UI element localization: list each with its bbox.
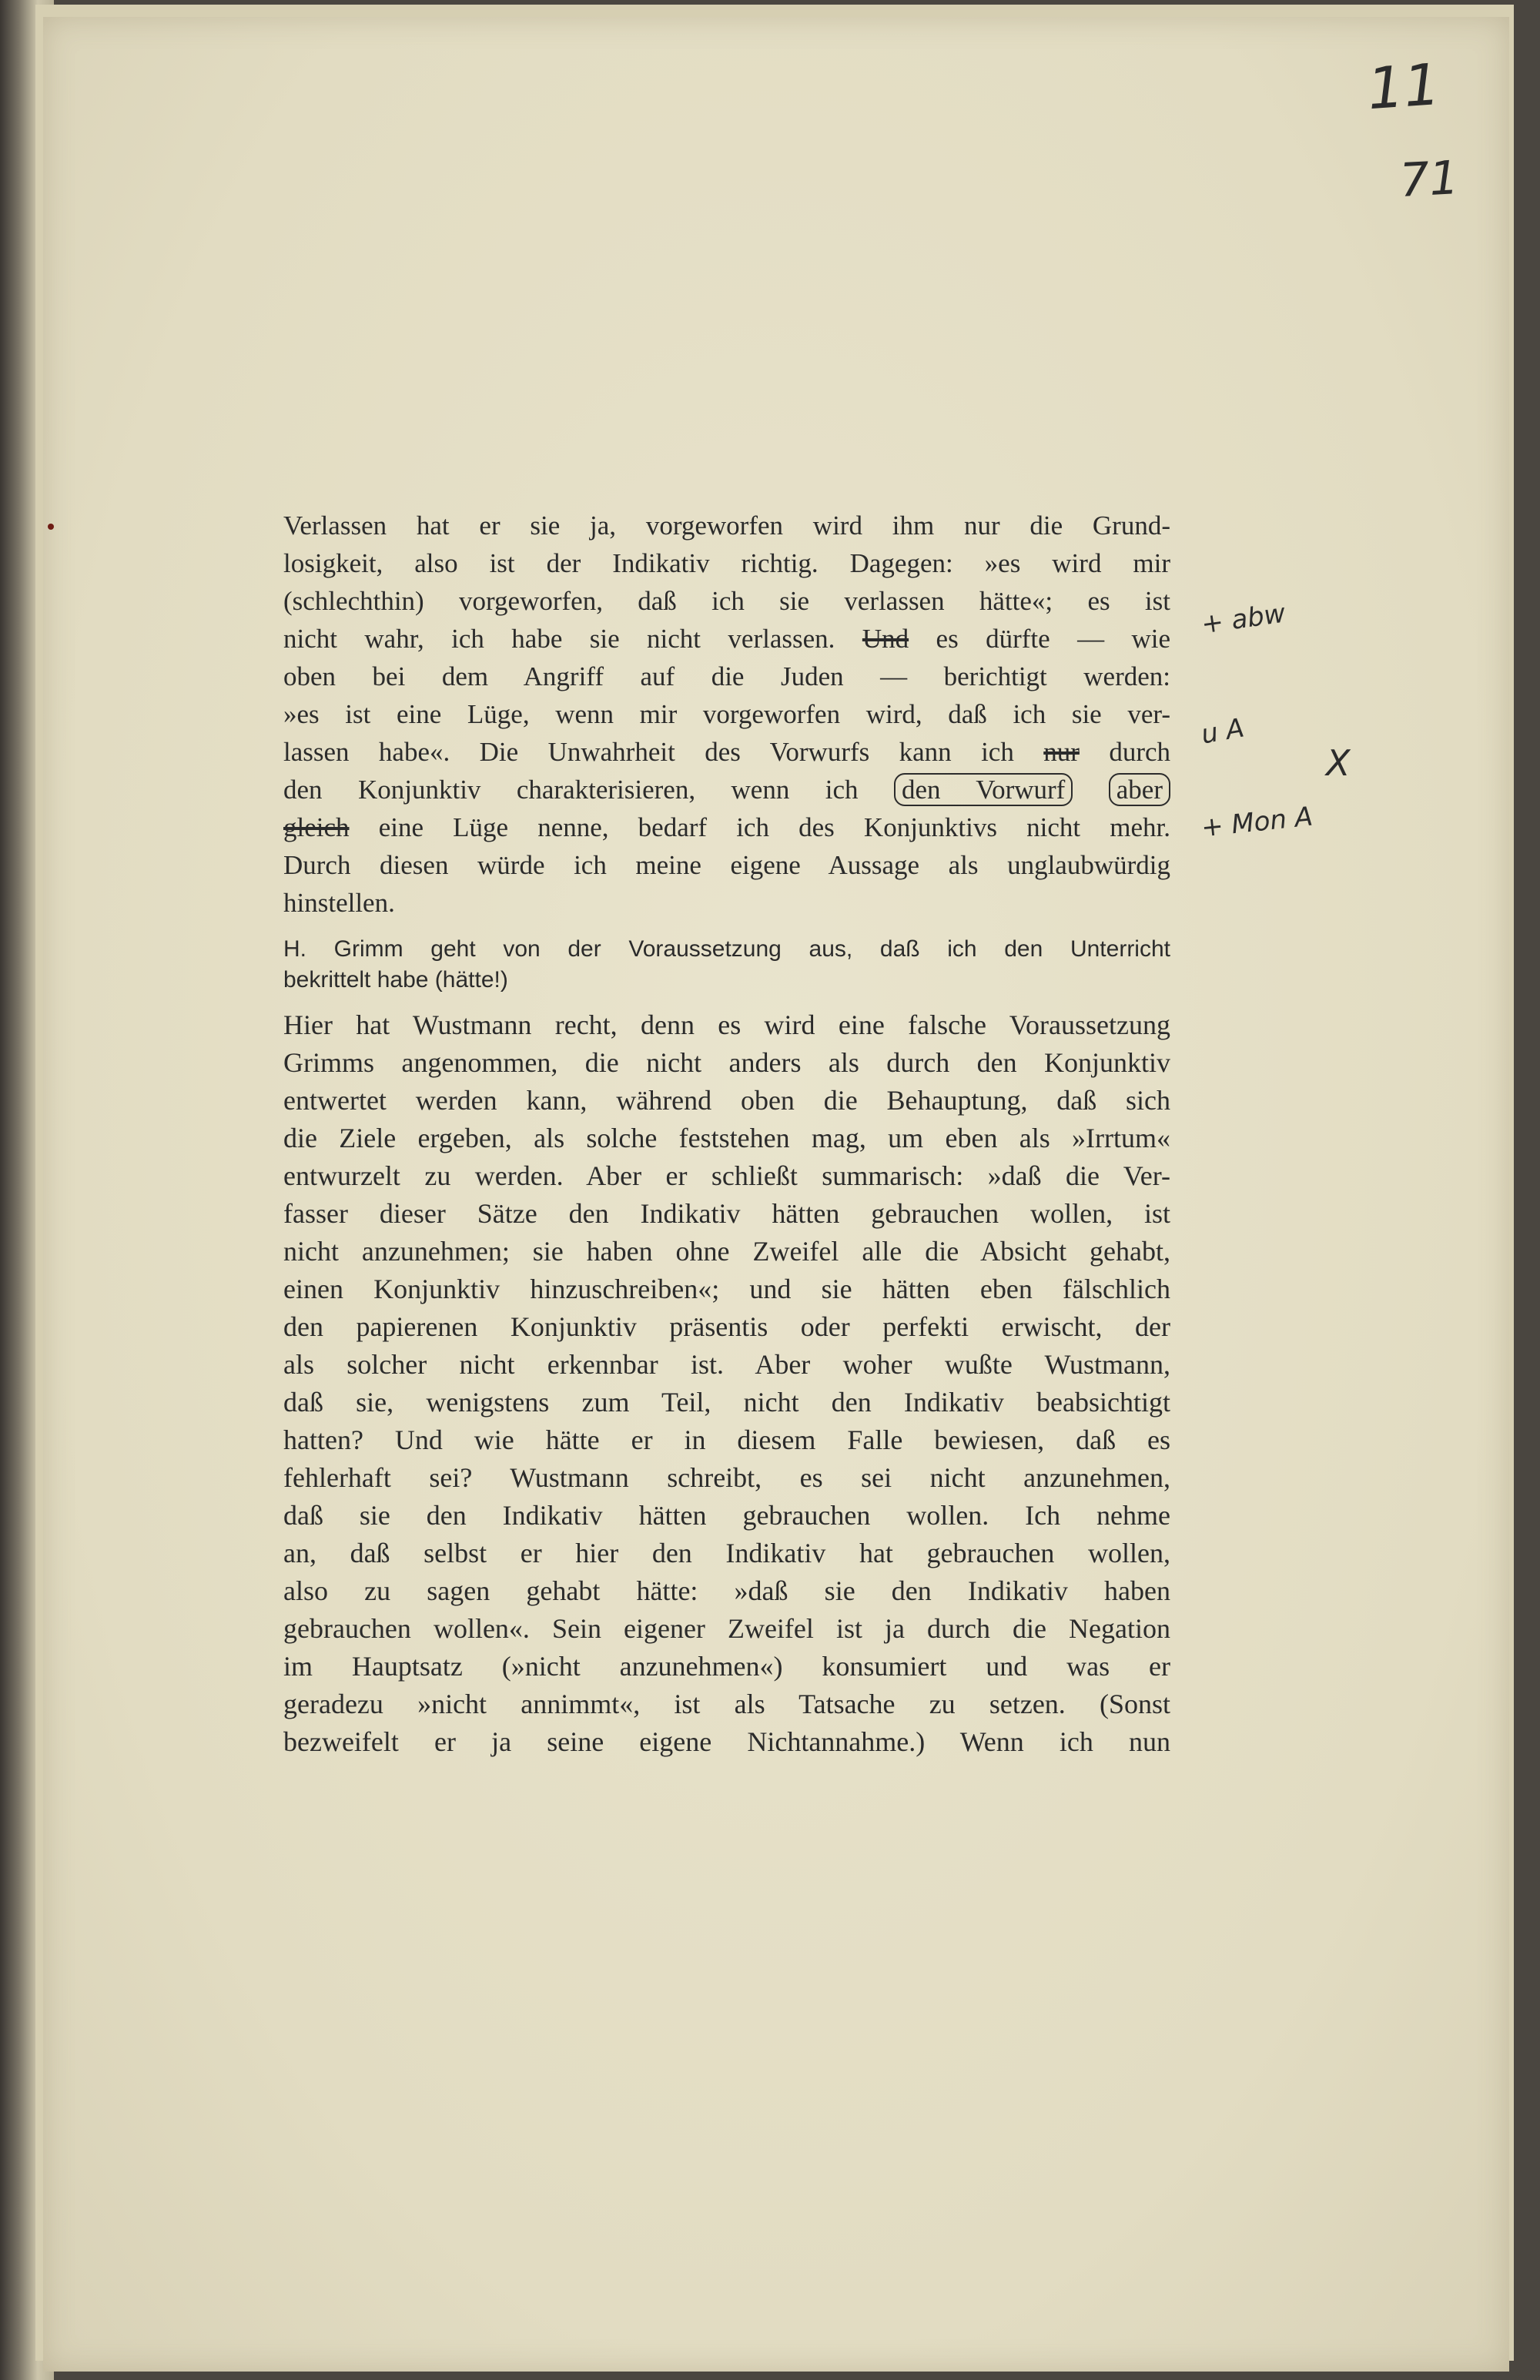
text-line: entwurzelt zu werden. Aber er schließt summarisch: »daß die Ver- [283,1160,1170,1191]
text-line: fehlerhaft sei? Wustmann schreibt, es sei nicht anzunehmen, [283,1462,1170,1493]
text-line: daß sie den Indikativ hätten gebrauchen wollen. Ich nehme [283,1500,1170,1531]
margin-note-2: u A [1198,712,1247,751]
text-line: im Hauptsatz (»nicht anzunehmen«) konsumiert und was er [283,1651,1170,1682]
text-line: hinstellen. [283,888,395,918]
text-line: H. Grimm geht von der Voraussetzung aus, daß ich den Unterricht [283,936,1170,962]
text-line: gebrauchen wollen«. Sein eigener Zweifel ist ja durch die Negation [283,1613,1170,1644]
text-line: Verlassen hat er sie ja, vorgeworfen wird ihm nur die Grund- [283,510,1170,541]
margin-note-1: + abw [1199,598,1287,641]
text-line: Hier hat Wustmann recht, denn es wird eine falsche Voraussetzung [283,1009,1170,1040]
text-line: Grimms angenommen, die nicht anders als durch den Konjunktiv [283,1047,1170,1078]
text-line: einen Konjunktiv hinzuschreiben«; und sie hätten eben fälschlich [283,1274,1170,1304]
paragraph-2-quote [283,934,1170,996]
text-line: also zu sagen gehabt hätte: »daß sie den Indikativ haben [283,1575,1170,1606]
page-number: 71 [1398,151,1461,208]
paragraph-1 [283,507,1170,922]
text-line: fasser dieser Sätze den Indikativ hätten gebrauchen wollen, ist [283,1198,1170,1229]
text-line: als solcher nicht erkennbar ist. Aber woher wußte Wustmann, [283,1349,1170,1380]
word-durch: durch [1109,737,1171,767]
text-line: (schlechthin) vorgeworfen, daß ich sie verlassen hätte«; es ist [283,586,1170,616]
margin-note-3: + Mon A [1200,801,1314,844]
text-line: daß sie, wenigstens zum Teil, nicht den Indikativ beabsichtigt [283,1387,1170,1418]
text-line: entwertet werden kann, während oben die Behauptung, daß sich [283,1085,1170,1116]
text-line-with-box [283,771,1170,808]
margin-note-cross: X [1326,742,1351,784]
line-prefix: den Konjunktiv charakterisieren, wenn ich [283,775,859,805]
line-suffix: es dürfte — wie [936,624,1171,654]
boxed-word-aber: aber [1109,773,1170,806]
body-text [283,507,1170,1761]
text-line: die Ziele ergeben, als solche feststehen mag, um eben als »Irrtum« [283,1123,1170,1153]
line-prefix: lassen habe«. Die Unwahrheit des Vorwurfs kann ich [283,737,1014,767]
text-line: bekrittelt habe (hätte!) [283,967,508,993]
struck-word-und: Und [862,624,909,654]
boxed-phrase-vorwurf: den Vorwurf [894,773,1073,806]
text-line: nicht anzunehmen; sie haben ohne Zweifel alle die Absicht gehabt, [283,1236,1170,1267]
archive-number: 11 [1365,51,1443,123]
text-line: bezweifelt er ja seine eigene Nichtannahme.) Wenn ich nun [283,1726,1170,1757]
red-dot-mark [48,524,54,530]
text-line: an, daß selbst er hier den Indikativ hat gebrauchen wollen, [283,1538,1170,1568]
text-line: den papierenen Konjunktiv präsentis oder perfekti erwischt, der [283,1311,1170,1342]
line-prefix: nicht wahr, ich habe sie nicht verlassen. [283,624,835,654]
text-line: Durch diesen würde ich meine eigene Aussage als unglaubwürdig [283,850,1170,880]
text-line: hatten? Und wie hätte er in diesem Falle bewiesen, daß es [283,1424,1170,1455]
struck-word-gleich: gleich [283,812,350,842]
text-line-with-strike [283,620,1170,658]
text-line-with-strike [283,733,1170,771]
text-line: »es ist eine Lüge, wenn mir vorgeworfen wird, daß ich sie ver- [283,699,1170,729]
text-line: geradezu »nicht annimmt«, ist als Tatsache zu setzen. (Sonst [283,1689,1170,1719]
text-line: oben bei dem Angriff auf die Juden — berichtigt werden: [283,661,1170,691]
paragraph-3 [283,1006,1170,1761]
struck-word-nur: nur [1043,737,1080,767]
line-suffix: eine Lüge nenne, bedarf ich des Konjunktivs nicht mehr. [378,812,1171,842]
text-line-with-strike [283,808,1170,846]
text-line: losigkeit, also ist der Indikativ richtig. Dagegen: »es wird mir [283,548,1170,578]
